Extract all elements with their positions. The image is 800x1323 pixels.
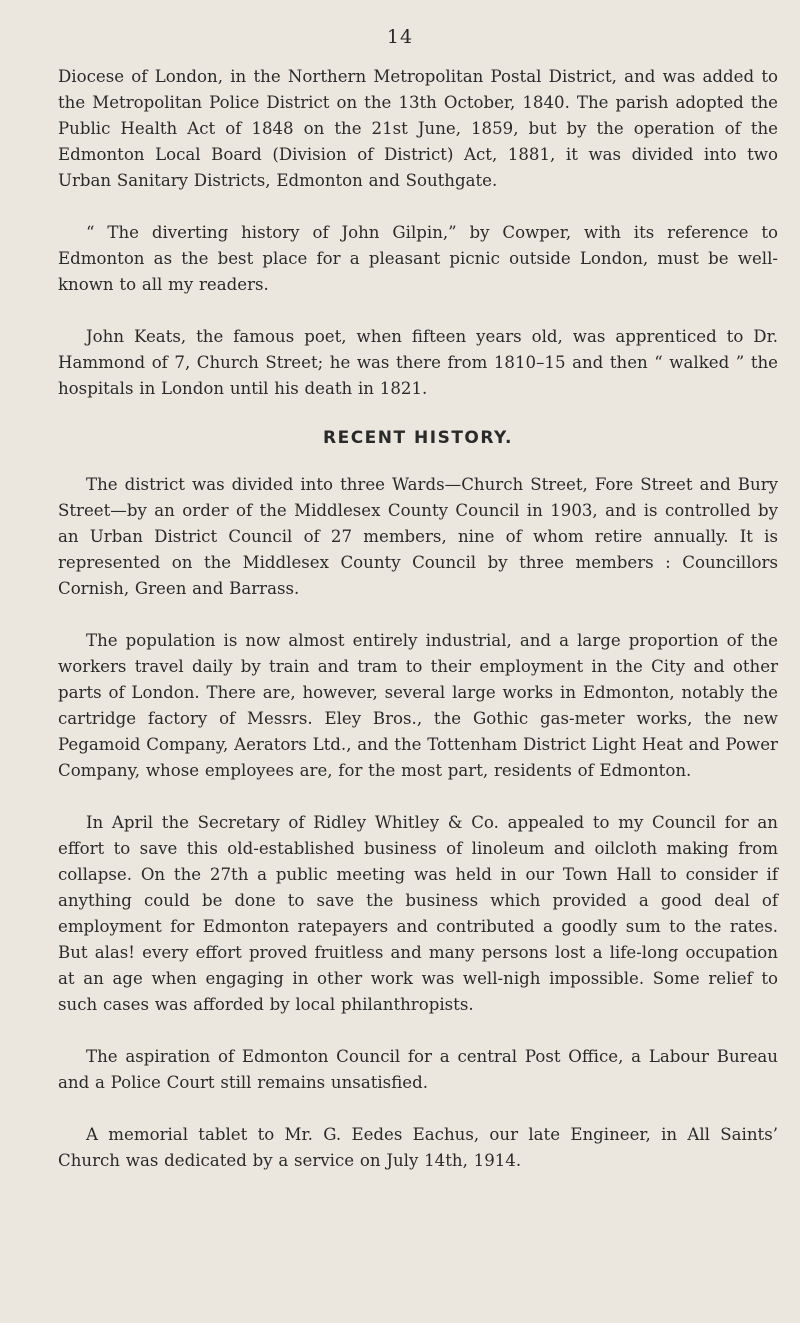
section-heading-recent-history: RECENT HISTORY. — [323, 428, 513, 448]
body-text — [58, 64, 778, 1200]
paragraph-population: The population is now almost entirely industrial, and a large proportion of the workers travel daily by train and tram to their employment in the City and other parts of London. There are, however, several large works in Edmonton, notably the cartridge factory of Messrs. Eley Bros., the Gothic gas-meter works, the new Pegamoid Company, Aerators Ltd., and the Tottenham District Light Heat and Power Company, whose employees are, for the most part, residents of Edmonton. — [58, 631, 778, 780]
paragraph-aspiration: The aspiration of Edmonton Council for a central Post Office, a Labour Bureau and a Police Court still remains unsatisfied. — [58, 1047, 778, 1092]
paragraph-john-keats: John Keats, the famous poet, when fifteen years old, was apprenticed to Dr. Hammond of 7, Church Street; he was there from 1810–15 and then “ walked ” the hospitals in London until his death in 1821. — [58, 327, 778, 398]
paragraph-memorial-tablet: A memorial tablet to Mr. G. Eedes Eachus, our late Engineer, in All Saints’ Church was dedicated by a service on July 14th, 1914. — [58, 1125, 778, 1170]
paragraph-diocese: Diocese of London, in the Northern Metropolitan Postal District, and was added to the Metropolitan Police District on the 13th October, 1840. The parish adopted the Public Health Act of 1848 on the 21st June, 1859, but by the operation of the Edmonton Local Board (Division of District) Act, 1881, it was divided into two Urban Sanitary Districts, Edmonton and Southgate. — [58, 67, 778, 190]
paragraph-john-gilpin: “ The diverting history of John Gilpin,” by Cowper, with its reference to Edmonton as the best place for a pleasant picnic outside London, must be well-known to all my readers. — [58, 223, 778, 294]
page-number: 14 — [386, 26, 414, 48]
paragraph-ridley-whitley: In April the Secretary of Ridley Whitley & Co. appealed to my Council for an effort to save this old-established business of linoleum and oilcloth making from collapse. On the 27th a public meeting was held in our Town Hall to consider if anything could be done to save the business which provided a good deal of employment for Edmonton ratepayers and contributed a goodly sum to the rates. But alas! every effort proved fruitless and many persons lost a life-long occupation at an age when engaging in other work was well-nigh impossible. Some relief to such cases was afforded by local philanthropists. — [58, 813, 778, 1014]
paragraph-wards: The district was divided into three Wards—Church Street, Fore Street and Bury Street—by an order of the Middlesex County Council in 1903, and is controlled by an Urban District Council of 27 members, nine of whom retire annually. It is represented on the Middlesex County Council by three members : Councillors Cornish, Green and Barrass. — [58, 475, 778, 598]
